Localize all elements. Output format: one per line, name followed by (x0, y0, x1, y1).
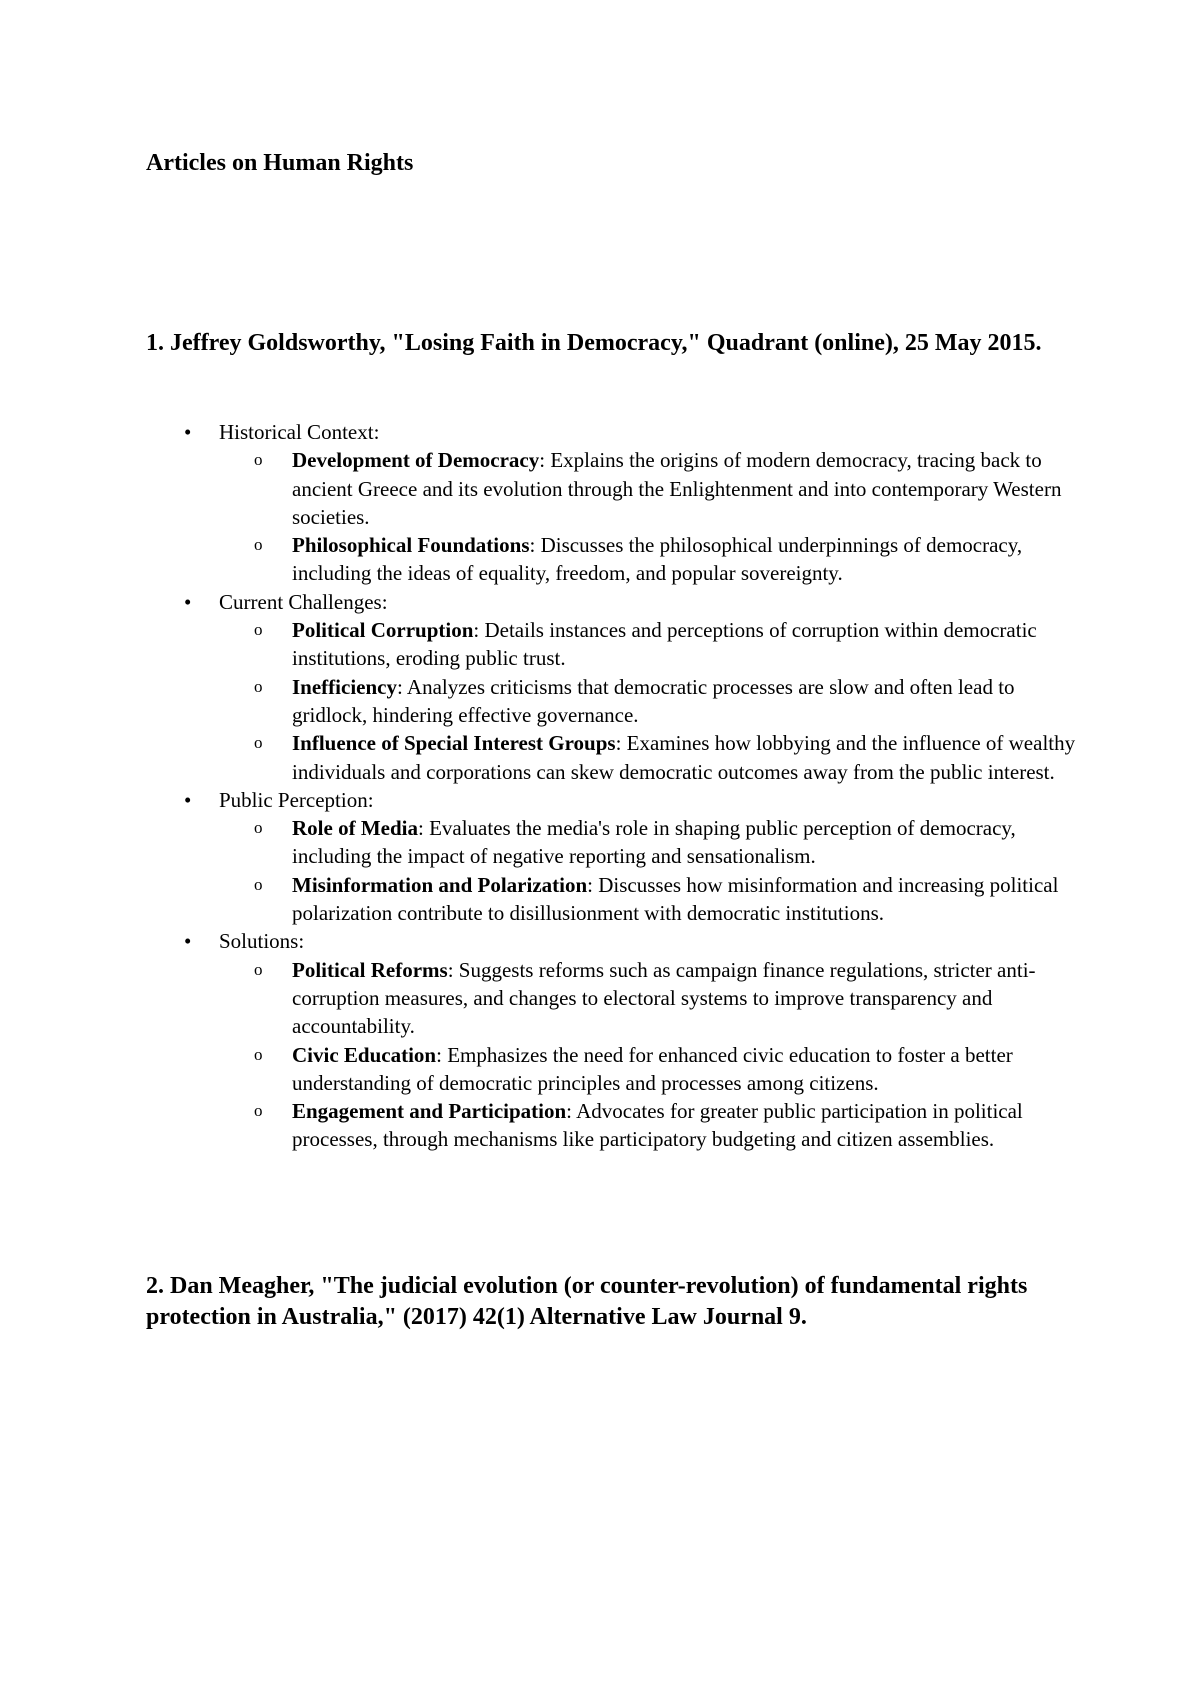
item-term: Civic Education (292, 1042, 437, 1067)
bullet-marker: • (184, 929, 192, 954)
section-colon: : (298, 929, 305, 954)
item-text: : Details instances and perceptions of corruption within democratic institutions, eroding public trust. (292, 618, 1037, 671)
sublist (219, 956, 1086, 1154)
item-text: : Discusses how misinformation and increasing political polarization contribute to disillusionment with democratic institutions. (292, 872, 1059, 926)
item-term: Political Reforms (292, 957, 448, 982)
sub-bullet-marker: o (254, 535, 263, 555)
sub-item (219, 1097, 1086, 1154)
item-term: Role of Media (292, 816, 418, 841)
item-term: Political Corruption (292, 618, 474, 643)
bullet-marker: • (184, 787, 192, 812)
section-historical-context (146, 418, 1086, 588)
section-colon: : (367, 787, 374, 812)
sub-bullet-marker: o (254, 874, 263, 894)
sub-bullet-marker: o (254, 620, 263, 640)
section-label: Historical Context (219, 420, 374, 444)
item-term: Inefficiency (292, 674, 397, 699)
sub-item (219, 814, 1086, 871)
item-text: : Examines how lobbying and the influence of wealthy individuals and corporations can skew democratic outcomes away from the public interest. (292, 731, 1076, 784)
sublist (219, 446, 1086, 587)
item-term: Engagement and Participation (292, 1099, 567, 1124)
item-term: Misinformation and Polarization (292, 872, 588, 897)
sub-item (219, 446, 1086, 531)
section-label: Current Challenges (219, 589, 382, 614)
sub-item (219, 531, 1086, 588)
item-term: Philosophical Foundations (292, 533, 530, 558)
sub-bullet-marker: o (254, 1101, 263, 1121)
item-text: : Explains the origins of modern democracy, tracing back to ancient Greece and its evolution through the Enlightenment and into contemporary Western societies. (292, 448, 1062, 529)
item-text: : Analyzes criticisms that democratic processes are slow and often lead to gridlock, hindering effective governance. (292, 674, 1015, 727)
item-term: Influence of Special Interest Groups (292, 731, 616, 756)
sub-bullet-marker: o (254, 818, 263, 838)
section-colon: : (381, 589, 388, 614)
sub-item (219, 956, 1086, 1041)
document-title: Articles on Human Rights (146, 150, 414, 176)
section-public-perception (146, 786, 1086, 927)
item-text: : Evaluates the media's role in shaping public perception of democracy, including the impact of negative reporting and sensationalism. (292, 816, 1016, 869)
item-text: : Discusses the philosophical underpinnings of democracy, including the ideas of equality, freedom, and popular sovereignty. (292, 533, 1023, 586)
sublist (219, 814, 1086, 927)
item-text: : Suggests reforms such as campaign finance regulations, stricter anti-corruption measures, and changes to electoral systems to improve transparency and accountability. (292, 957, 1036, 1039)
item-term: Development of Democracy (292, 448, 540, 473)
sub-bullet-marker: o (254, 1044, 263, 1064)
sub-bullet-marker: o (254, 450, 263, 470)
sub-item (219, 871, 1086, 928)
bullet-marker: • (184, 589, 192, 614)
sub-item (219, 673, 1086, 730)
section-current-challenges (146, 588, 1086, 786)
sublist (219, 616, 1086, 786)
article-heading-1: 1. Jeffrey Goldsworthy, "Losing Faith in Democracy," Quadrant (online), 25 May 2015. (146, 330, 1042, 356)
sub-bullet-marker: o (254, 959, 263, 979)
article-1-outline (146, 418, 1086, 1154)
item-text: : Advocates for greater public participation in political processes, through mechanisms like participatory budgeting and citizen assemblies. (292, 1099, 1023, 1152)
item-text: : Emphasizes the need for enhanced civic education to foster a better understanding of democratic principles and processes among citizens. (292, 1042, 1013, 1095)
sub-item (219, 1041, 1086, 1098)
section-label: Public Perception (219, 787, 368, 812)
bullet-marker: • (184, 420, 192, 444)
sub-item (219, 729, 1086, 786)
sub-item (219, 616, 1086, 673)
sub-bullet-marker: o (254, 676, 263, 696)
section-label: Solutions (219, 929, 299, 954)
sub-bullet-marker: o (254, 733, 263, 753)
section-colon: : (373, 420, 380, 444)
article-heading-2: 2. Dan Meagher, "The judicial evolution (or counter-revolution) of fundamental rights protection in Australia," (2017) 42(1) Alternative Law Journal 9. (146, 1273, 1028, 1330)
section-solutions (146, 927, 1086, 1153)
